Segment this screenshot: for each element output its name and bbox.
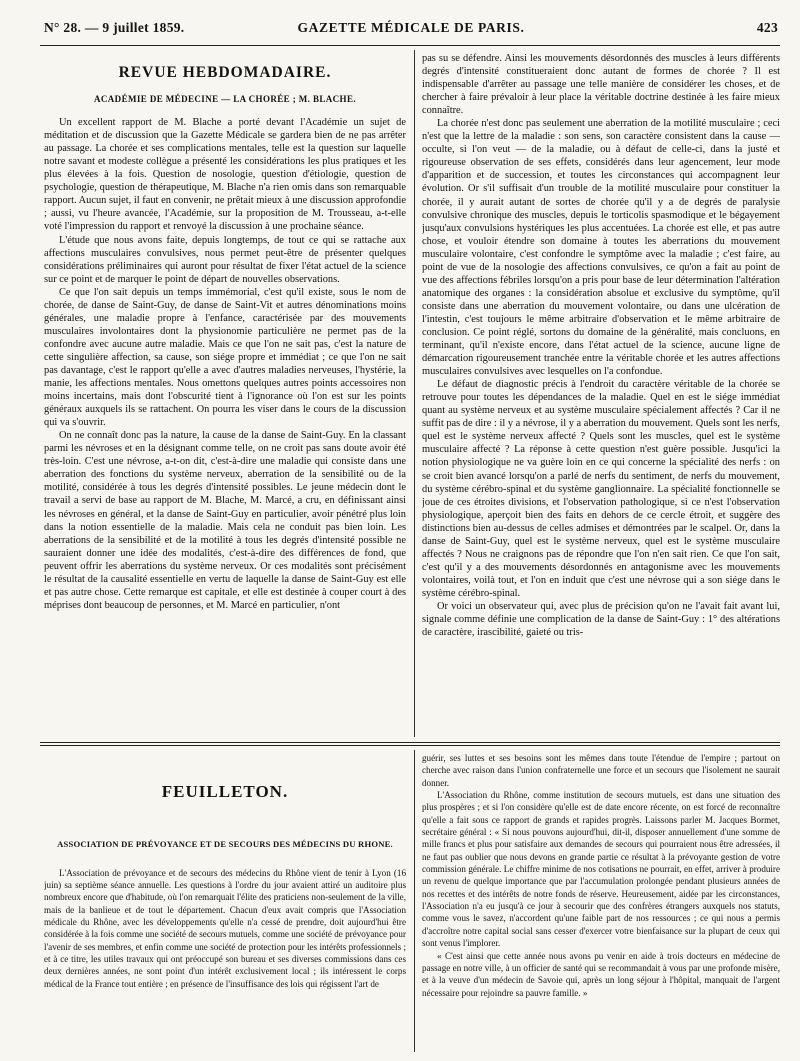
- revue-paragraph: La chorée n'est donc pas seulement une aberration de la motilité musculaire ; ceci n'est que la lettre de la maladie : son sens, son caractère consistent dans la cause — occulte, si l'on veut — de la maladie, ou à défaut de celle-ci, dans la justé et rigoureuse observation de ses effets, considérés dans leur agencement, leur mode d'apparition et de succession, et toutes les circonstances qui accompagnent leur évolution. Or s'il suffisait d'un trouble de la motilité musculaire pour constituer la chorée, il y aurait autant de sortes de chorée qu'il y a de degrés de paralysie convulsive chronique des muscles, depuis le torticolis spasmodique et le bégayement jusqu'aux convulsions hystériques les plus accentuées. La chorée est elle, et pas autre chose, et vouloir étendre son domaine à toutes les aberrations du mouvement musculaire volontaire, c'est confondre le symptôme avec la maladie ; c'est faire, au point de vue de la nosologie des affections convulsives, ce qu'on a fait au point de vue des affections fébriles lorsqu'on a pris pour base de leur détermination l'altération anatomique des organes : la considération absolue et exclusive du symptôme, qu'il consiste dans une aberration du mouvement volontaire, ou dans une ulcération de l'intestin, c'est toujours le même arbitraire d'observation et le même arbitraire de conclusion. Ce point réglé, sortons du domaine de la généralité, mais concluons, en terminant, qu'il n'existe encore, dans l'état actuel de la science, aucune ligne de démarcation rigoureusement tranchée entre la véritable chorée et les autres affections musculaires convulsives avec lesquelles on l'a confondue.: [422, 118, 780, 378]
- feuilleton-right-column: [422, 752, 780, 1052]
- revue-paragraph: Le défaut de diagnostic précis à l'endroit du caractère véritable de la chorée se retrouve pour toutes les dépendances de la maladie. Quel en est le siége immédiat quant au système nerveux et au système musculaire spécialement affectés ? Car il ne suffit pas de dire : il y a névrose, il y a aberration du mouvement. Quels sont les nerfs, quel est le système nerveux affecté ? Quels sont les muscles, quel est le système musculaire affecté ? La réponse à cette question n'est guère possible. Jusqu'ici la notion physiologique ne va guère loin en ce qui concerne la spécialité des nerfs : on se croit bien avancé lorsqu'on a parlé de nerfs du sentiment, de nerfs du mouvement, du système cérébro-spinal et du système ganglionnaire. La spécialité fonctionnelle se joue de ces étroites divisions, et l'observation pathologique, si ce n'est l'observation physiologique, aperçoit bien des faits en dehors de ce cercle étroit, et suggère des distinctions bien au-dessus de celles admises et démontrées par le scalpel. Or, dans la danse de Saint-Guy, quel est le système nerveux, quel est le système musculaire affectés ? Nous ne craignons pas de répondre que l'on n'en sait rien. Ce que l'on sait, c'est qu'il y a des mouvements désordonnés en antagonisme avec les mouvements volontaires, voilà tout, et l'on en induit que c'est une névrose qui a son siége dans le système cérébro-spinal.: [422, 379, 780, 599]
- feuilleton-paragraph: L'Association de prévoyance et de secours des médecins du Rhône vient de tenir à Lyon (16 juin) sa septième séance annuelle. Les questions à l'ordre du jour avaient attiré un auditoire plus nombreux encore que d'habitude, où l'on remarquait l'élite des praticiens non-seulement de la ville, mais de la banlieue et de tout le département. Chacun d'eux avait compris que l'Association médicale du Rhône, avec les développements qu'elle n'a cessé de prendre, doit aujourd'hui être considérée à la fois comme une société de secours mutuels, comme une société de prévoyance pour l'avenir de ses membres, et enfin comme une société de protection pour les intérêts professionnels ; et à ce titre, les utiles travaux qui ont préoccupé son bureau et ses diverses commissions dans ces deux dernières années, ne sont point d'un intérêt exclusivement local ; ils intéressent le corps médical de la France tout entière ; en présence de l'insuffisance des lois qui régissent l'art de: [44, 867, 406, 989]
- feuilleton-paragraph: L'Association du Rhône, comme institution de secours mutuels, est dans une situation des plus prospères ; et si l'on considère qu'elle est de date encore récente, on est forcé de reconnaître qu'elle a fait sous ce rapport de grands et rapides progrès. Laissons parler M. Jacques Bormet, secrétaire général : « Si nous pouvons aujourd'hui, dit-il, disposer annuellement d'une somme de mille francs et plus pour satisfaire aux demandes de secours qui pourraient nous être adressées, il ne faut pas oublier que nous devons en grande partie ce résultat à la prévoyante gestion de votre commission générale. Le chiffre minime de nos cotisations ne pourrait, en effet, arriver à produire un revenu de quelque importance que par l'accumulation prolongée pendant plusieurs années de nos recettes et des intérêts de notre fonds de réserve. Heureusement, aidée par les circonstances, l'Association n'a eu jusqu'à ce jour à secourir que des confrères étrangers auxquels nos statuts, comme vous le savez, n'accordent qu'une faible part de nos ressources ; ce qui nous a permis d'accroître notre capital social sans cesser d'exercer votre bienfaisance sur la plupart de ceux qui sont venus l'implorer.: [422, 790, 780, 949]
- revue-subtitle: ACADÉMIE DE MÉDECINE — LA CHORÉE ; M. BLACHE.: [93, 94, 357, 105]
- journal-title: GAZETTE MÉDICALE DE PARIS.: [297, 20, 525, 35]
- feuilleton-rule-top: [40, 742, 780, 743]
- feuilleton-left-column: [44, 752, 406, 1052]
- revue-paragraph: Ce que l'on sait depuis un temps immémorial, c'est qu'il existe, sous le nom de chorée, de danse de Saint-Guy, de danse de Saint-Vit et autres dénominations moins générales, une maladie propre à l'enfance, caractérisée par des mouvements musculaires involontaires dont la physionomie particulière ne permet pas de la confondre avec aucune autre maladie. Mais ce que l'on ne sait pas, c'est la nature de cette singulière affection, sa cause, son siége propre et immédiat ; ce que l'on ne sait pas davantage, c'est le rapport qu'elle a avec d'autres maladies nerveuses, l'hystérie, la manie, les affections mentales. Nous omettons quelques autres points accessoires non moins incertains, mais dont l'obscurité tient à l'ignorance où l'on est sur les points généraux auxquels ils se rattachent. On pourra les viser dans le cours de la discussion qui va s'ouvrir.: [44, 286, 406, 429]
- page-number: 423: [756, 20, 778, 35]
- column-divider-bottom: [414, 750, 415, 1052]
- revue-right-column: [422, 52, 780, 738]
- feuilleton-paragraph: « C'est ainsi que cette année nous avons pu venir en aide à trois docteurs en médecine de passage en notre ville, à un officier de santé qui se recommandait à vous par une profonde misère, et à la veuve d'un médecin de Savoie qui, après un long séjour à l'hôpital, manquait de l'argent nécessaire pour rejoindre sa pauvre famille. »: [422, 950, 780, 998]
- revue-paragraph: L'étude que nous avons faite, depuis longtemps, de tout ce qui se rattache aux affections musculaires convulsives, nous permet peut-être de présenter quelques considérations préliminaires qui auront pour résultat de fixer l'état actuel de la science sur ce point et de marquer le point de départ de nouvelles observations.: [44, 234, 406, 285]
- feuilleton-title: FEUILLETON.: [161, 782, 289, 801]
- feuilleton-subtitle: ASSOCIATION DE PRÉVOYANCE ET DE SECOURS DES MÉDECINS DU RHONE.: [57, 839, 393, 850]
- issue-date: N° 28. — 9 juillet 1859.: [44, 20, 185, 35]
- header-rule: [40, 45, 780, 46]
- revue-paragraph: On ne connaît donc pas la nature, la cause de la danse de Saint-Guy. En la classant parmi les névroses et en la désignant comme telle, on ne croit pas sans doute avoir été très-loin. C'est une névrose, a-t-on dit, c'est-à-dire une maladie qui consiste dans une aberration des fonctions du système nerveux, aberration de la sensibilité ou de la motilité, considérée à tous les degrés d'intensité possibles. Le jeune médecin dont le travail a servi de base au rapport de M. Blache, M. Marcé, a cru, en définissant ainsi les névroses en général, et la danse de Saint-Guy en particulier, avoir pénétré plus loin dans la notion essentielle de la maladie. Mais cela ne conduit pas bien loin. Les aberrations de la sensibilité et de la motilité à tous les degrés d'intensité possible ne sauraient donner une idée des modalités, c'est-à-dire des différences de fond, que peuvent offrir les aberrations du système nerveux. Or ces modalités sont précisément le résultat de la causalité essentielle en vertu de laquelle la danse de Saint-Guy est elle et pas autre chose. Cette remarque est capitale, et elle est destinée à couper court à des méprises dont beaucoup de personnes, et M. Marcé en particulier, n'ont: [44, 430, 406, 611]
- column-divider-top: [414, 50, 415, 737]
- revue-paragraph: Un excellent rapport de M. Blache a porté devant l'Académie un sujet de méditation et de discussion que la Gazette Médicale se gardera bien de ne pas arrêter au passage. La chorée et ses complications mentales, telle est la question sur laquelle notre savant et modeste collègue a présenté les considérations les plus pratiques et les plus élevées à la fois. Question de nosologie, question d'étiologie, question de psychologie, question de thérapeutique, M. Blache n'a rien omis dans son remarquable rapport. Aucun sujet, il faut en convenir, ne prêtait mieux à une discussion approfondie ; aussi, vu l'heure avancée, l'Académie, sur la proposition de M. Trousseau, a-t-elle voté l'impression du rapport et renvoyé la discussion à une prochaine séance.: [44, 117, 406, 233]
- revue-title: REVUE HEBDOMADAIRE.: [118, 64, 332, 81]
- revue-paragraph: pas su se défendre. Ainsi les mouvements désordonnés des muscles à leurs différents degrés d'intensité constitueraient donc autant de formes de chorée ? Il est indispensable d'arrêter au passage une telle manière de considérer les choses, et de chercher à faire prévaloir à leur place la véritable doctrine destinée à les faire mieux connaître.: [422, 53, 780, 117]
- feuilleton-rule-bottom: [40, 745, 780, 746]
- feuilleton-paragraph: guérir, ses luttes et ses besoins sont les mêmes dans toute l'étendue de l'empire ; partout on cherche avec raison dans l'union confraternelle une force et un secours que l'isolement ne saurait donner.: [422, 753, 780, 788]
- page-header: [44, 20, 778, 42]
- revue-paragraph: Or voici un observateur qui, avec plus de précision qu'on ne l'avait fait avant lui, signale comme définie une complication de la danse de Saint-Guy : 1° des altérations de caractère, irascibilité, gaieté ou tris-: [422, 600, 780, 639]
- revue-left-column: [44, 58, 406, 738]
